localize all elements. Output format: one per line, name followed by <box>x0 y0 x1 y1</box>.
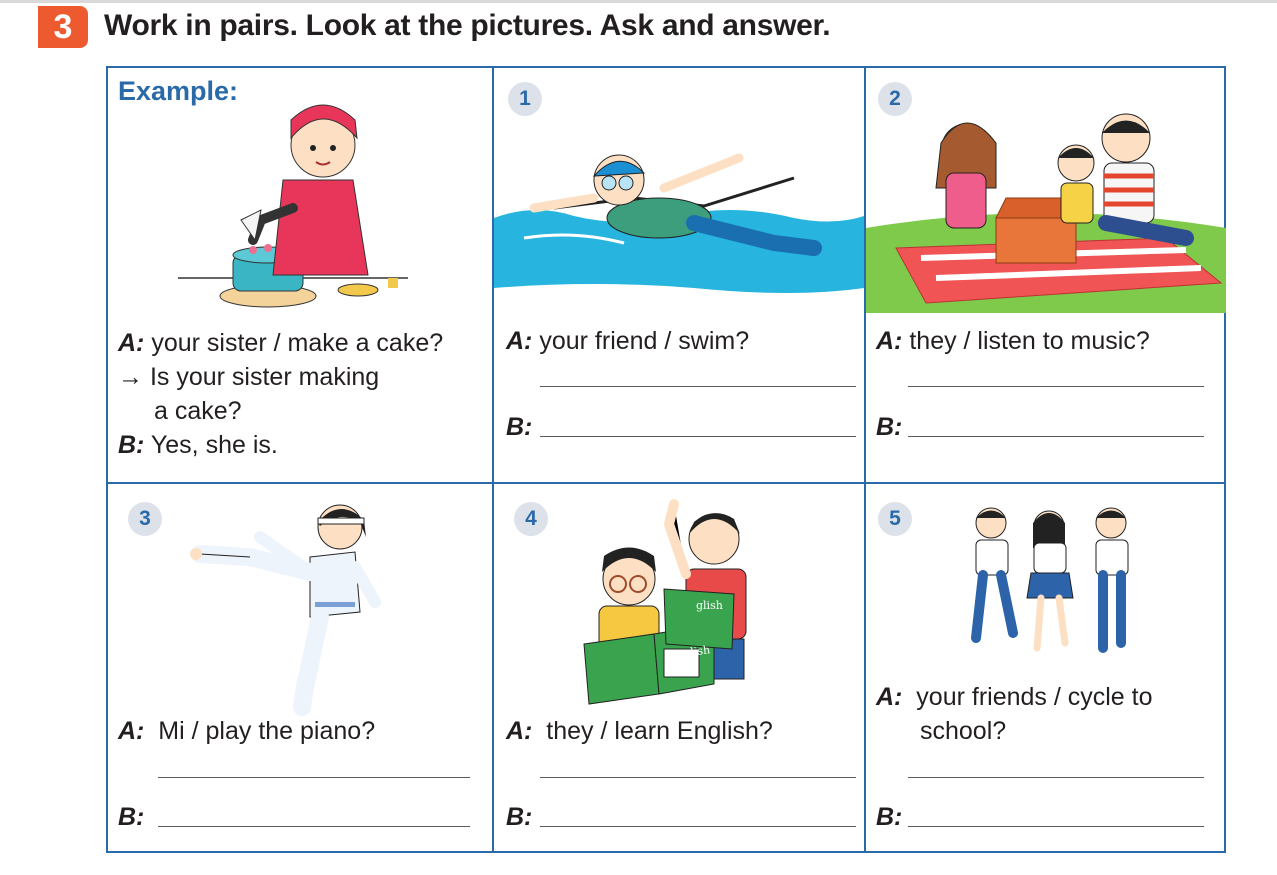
item-1-answer-blank-a[interactable] <box>540 386 856 387</box>
item-2-question: they / listen to music? <box>909 327 1150 355</box>
example-label: Example: <box>118 76 239 106</box>
children-reading-english-books-illustration <box>574 494 774 709</box>
example-cell <box>108 68 492 482</box>
item-2-b-label: B: <box>876 413 903 441</box>
item-2-number: 2 <box>878 82 912 116</box>
exercise-number-badge: 3 <box>38 6 88 48</box>
item-3-cell <box>108 484 492 853</box>
item-4-b-label: B: <box>506 803 533 831</box>
item-3-question: Mi / play the piano? <box>158 717 376 745</box>
example-b-line <box>118 428 278 462</box>
example-answer-part-1: Is your sister making <box>149 363 380 391</box>
item-3-b-line <box>118 800 144 834</box>
item-1-b-label: B: <box>506 413 533 441</box>
example-b-answer: Yes, she is. <box>150 431 278 459</box>
item-4-question-line <box>506 714 773 748</box>
item-5-cell <box>866 484 1226 853</box>
example-answer-line-1 <box>118 360 379 394</box>
item-2-b-line <box>876 410 902 444</box>
boy-swimming-illustration <box>494 148 864 298</box>
example-b-label: B: <box>118 431 145 459</box>
item-4-answer-blank-a[interactable] <box>540 777 856 778</box>
item-5-answer-blank-b[interactable] <box>908 826 1204 827</box>
item-4-answer-blank-b[interactable] <box>540 826 856 827</box>
item-2-answer-blank-b[interactable] <box>908 436 1204 437</box>
item-2-a-label: A: <box>876 327 903 355</box>
item-4-a-label: A: <box>506 717 533 745</box>
item-5-answer-blank-a[interactable] <box>908 777 1204 778</box>
item-4-b-line <box>506 800 532 834</box>
item-2-cell <box>866 68 1226 482</box>
family-picnic-illustration <box>866 98 1226 313</box>
book-title-text-2: glish <box>696 599 723 612</box>
item-1-a-label: A: <box>506 327 533 355</box>
item-3-answer-blank-b[interactable] <box>158 826 470 827</box>
item-1-question: your friend / swim? <box>539 327 750 355</box>
item-1-question-line <box>506 324 749 358</box>
item-3-number: 3 <box>128 502 162 536</box>
arrow-icon: → <box>118 363 143 391</box>
item-3-a-label: A: <box>118 717 145 745</box>
item-5-a-label: A: <box>876 683 903 711</box>
item-5-question-line-2: school? <box>920 717 1007 745</box>
top-divider <box>0 0 1277 3</box>
children-walking-to-school-illustration <box>961 498 1146 673</box>
item-5-b-line <box>876 800 902 834</box>
book-title-text: English <box>667 643 711 662</box>
item-2-question-line <box>876 324 1150 358</box>
item-1-number: 1 <box>508 82 542 116</box>
item-5-question-part-1: your friends / cycle to <box>916 683 1153 711</box>
item-4-number: 4 <box>514 502 548 536</box>
item-1-cell <box>494 68 864 482</box>
exercise-grid <box>106 66 1226 853</box>
exercise-instruction: Work in pairs. Look at the pictures. Ask and answer. <box>104 9 831 42</box>
item-3-b-label: B: <box>118 803 145 831</box>
example-question: your sister / make a cake? <box>151 329 444 357</box>
example-question-line <box>118 326 443 360</box>
item-4-question: they / learn English? <box>546 717 773 745</box>
item-3-question-line <box>118 714 375 748</box>
girl-karate-kick-illustration <box>190 492 390 717</box>
item-2-answer-blank-a[interactable] <box>908 386 1204 387</box>
item-4-cell <box>494 484 864 853</box>
item-5-number: 5 <box>878 502 912 536</box>
example-a-label: A: <box>118 329 145 357</box>
item-1-b-line <box>506 410 532 444</box>
girl-making-cake-illustration <box>173 90 413 310</box>
item-1-answer-blank-b[interactable] <box>540 436 856 437</box>
item-3-answer-blank-a[interactable] <box>158 777 470 778</box>
example-answer-line-2: a cake? <box>154 397 242 425</box>
item-5-b-label: B: <box>876 803 903 831</box>
item-5-question-line-1 <box>876 680 1153 714</box>
